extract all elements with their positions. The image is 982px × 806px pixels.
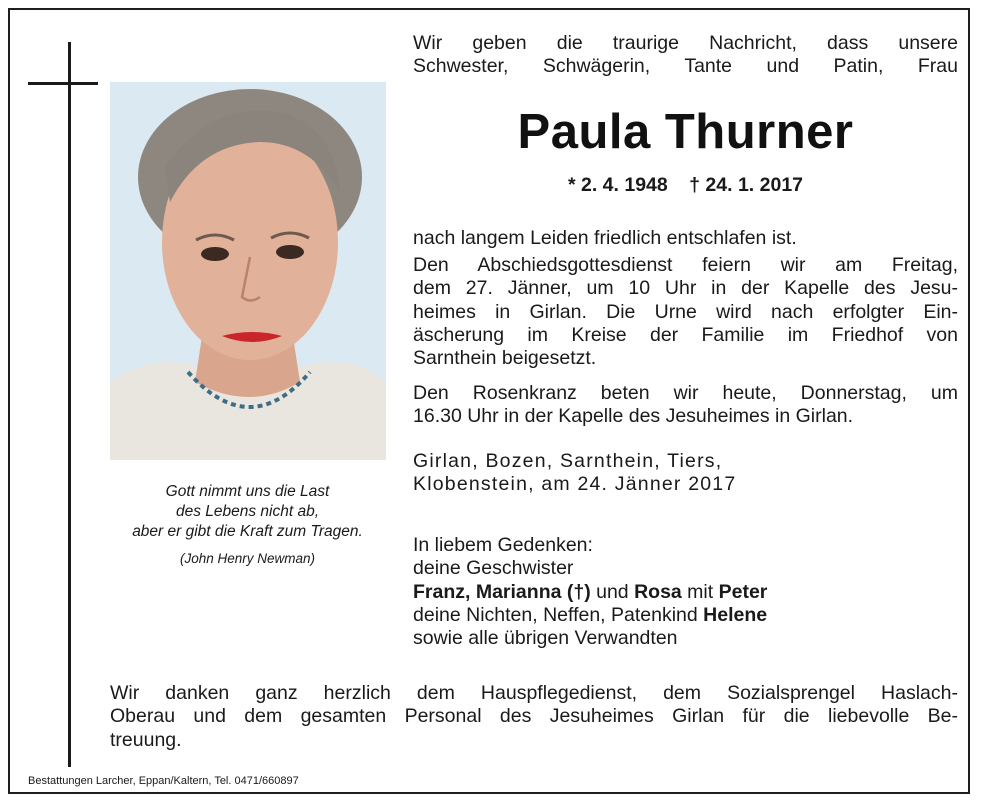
cross-icon-vertical	[68, 42, 71, 767]
quote-line: des Lebens nicht ab,	[175, 503, 320, 520]
obituary-frame	[8, 8, 970, 794]
intro-line: Schwester, Schwägerin, Tante und Patin, Frau	[413, 55, 958, 78]
rosary-line: Den Rosenkranz beten wir heute, Donnerstag, um	[413, 382, 958, 404]
service-line: Sarnthein beigesetzt.	[413, 347, 597, 370]
cross-icon-horizontal	[28, 82, 98, 85]
intro-line: Wir geben die traurige Nachricht, dass unsere	[413, 32, 958, 54]
service-paragraph	[413, 254, 958, 370]
service-line: Den Abschiedsgottesdienst feiern wir am Freitag,	[413, 254, 958, 276]
funeral-home-footer: Bestattungen Larcher, Eppan/Kaltern, Tel. 0471/660897	[28, 775, 299, 787]
mourner-and: und	[590, 580, 635, 603]
life-dates	[413, 172, 958, 198]
mourner-with: mit	[681, 580, 719, 603]
leiden-text: nach langem Leiden friedlich entschlafen ist.	[413, 227, 797, 249]
mourners-list	[413, 534, 958, 650]
mourner-peter: Peter	[718, 580, 768, 603]
birth-date: * 2. 4. 1948	[567, 174, 668, 196]
mourners-relatives: sowie alle übrigen Verwandten	[413, 627, 678, 650]
mourners-names-line	[413, 581, 958, 604]
mourner-franz-marianna: Franz, Marianna (†)	[413, 580, 591, 603]
quote-line: aber er gibt die Kraft zum Tragen.	[132, 523, 363, 540]
rosary-line: 16.30 Uhr in der Kapelle des Jesuheimes in Girlan.	[413, 405, 854, 428]
service-line: äscherung im Kreise der Familie im Friedhof von	[413, 323, 958, 346]
thanks-line: Oberau und dem gesamten Personal des Jesuheimes Girlan für die liebevolle Be-	[110, 705, 958, 728]
death-date: † 24. 1. 2017	[689, 174, 804, 196]
quote-author: (John Henry Newman)	[179, 551, 316, 566]
place-line: Klobenstein, am 24. Jänner 2017	[413, 473, 737, 496]
mourners-nieces-line	[413, 604, 958, 627]
place-date	[413, 450, 958, 497]
deceased-name: Paula Thurner	[517, 105, 854, 159]
service-line: heimes in Girlan. Die Urne wird nach erfolgter Ein-	[413, 300, 958, 323]
thanks-paragraph	[110, 682, 958, 752]
thanks-line: Wir danken ganz herzlich dem Hauspflegedienst, dem Sozialsprengel Haslach-	[110, 682, 958, 704]
thanks-line: treuung.	[110, 728, 182, 751]
rosary-paragraph	[413, 382, 958, 429]
place-line: Girlan, Bozen, Sarnthein, Tiers,	[413, 450, 723, 472]
intro-paragraph	[413, 32, 958, 79]
mourner-helene: Helene	[703, 603, 768, 626]
mourner-rosa: Rosa	[634, 580, 682, 603]
mourners-heading: In liebem Gedenken:	[413, 534, 593, 556]
quote	[105, 482, 390, 542]
service-line: dem 27. Jänner, um 10 Uhr in der Kapelle des Jesu-	[413, 277, 958, 300]
quote-line: Gott nimmt uns die Last	[165, 483, 330, 500]
mourners-nieces: deine Nichten, Neffen, Patenkind	[413, 603, 704, 626]
portrait-photo	[110, 82, 386, 460]
mourners-siblings: deine Geschwister	[413, 557, 574, 580]
